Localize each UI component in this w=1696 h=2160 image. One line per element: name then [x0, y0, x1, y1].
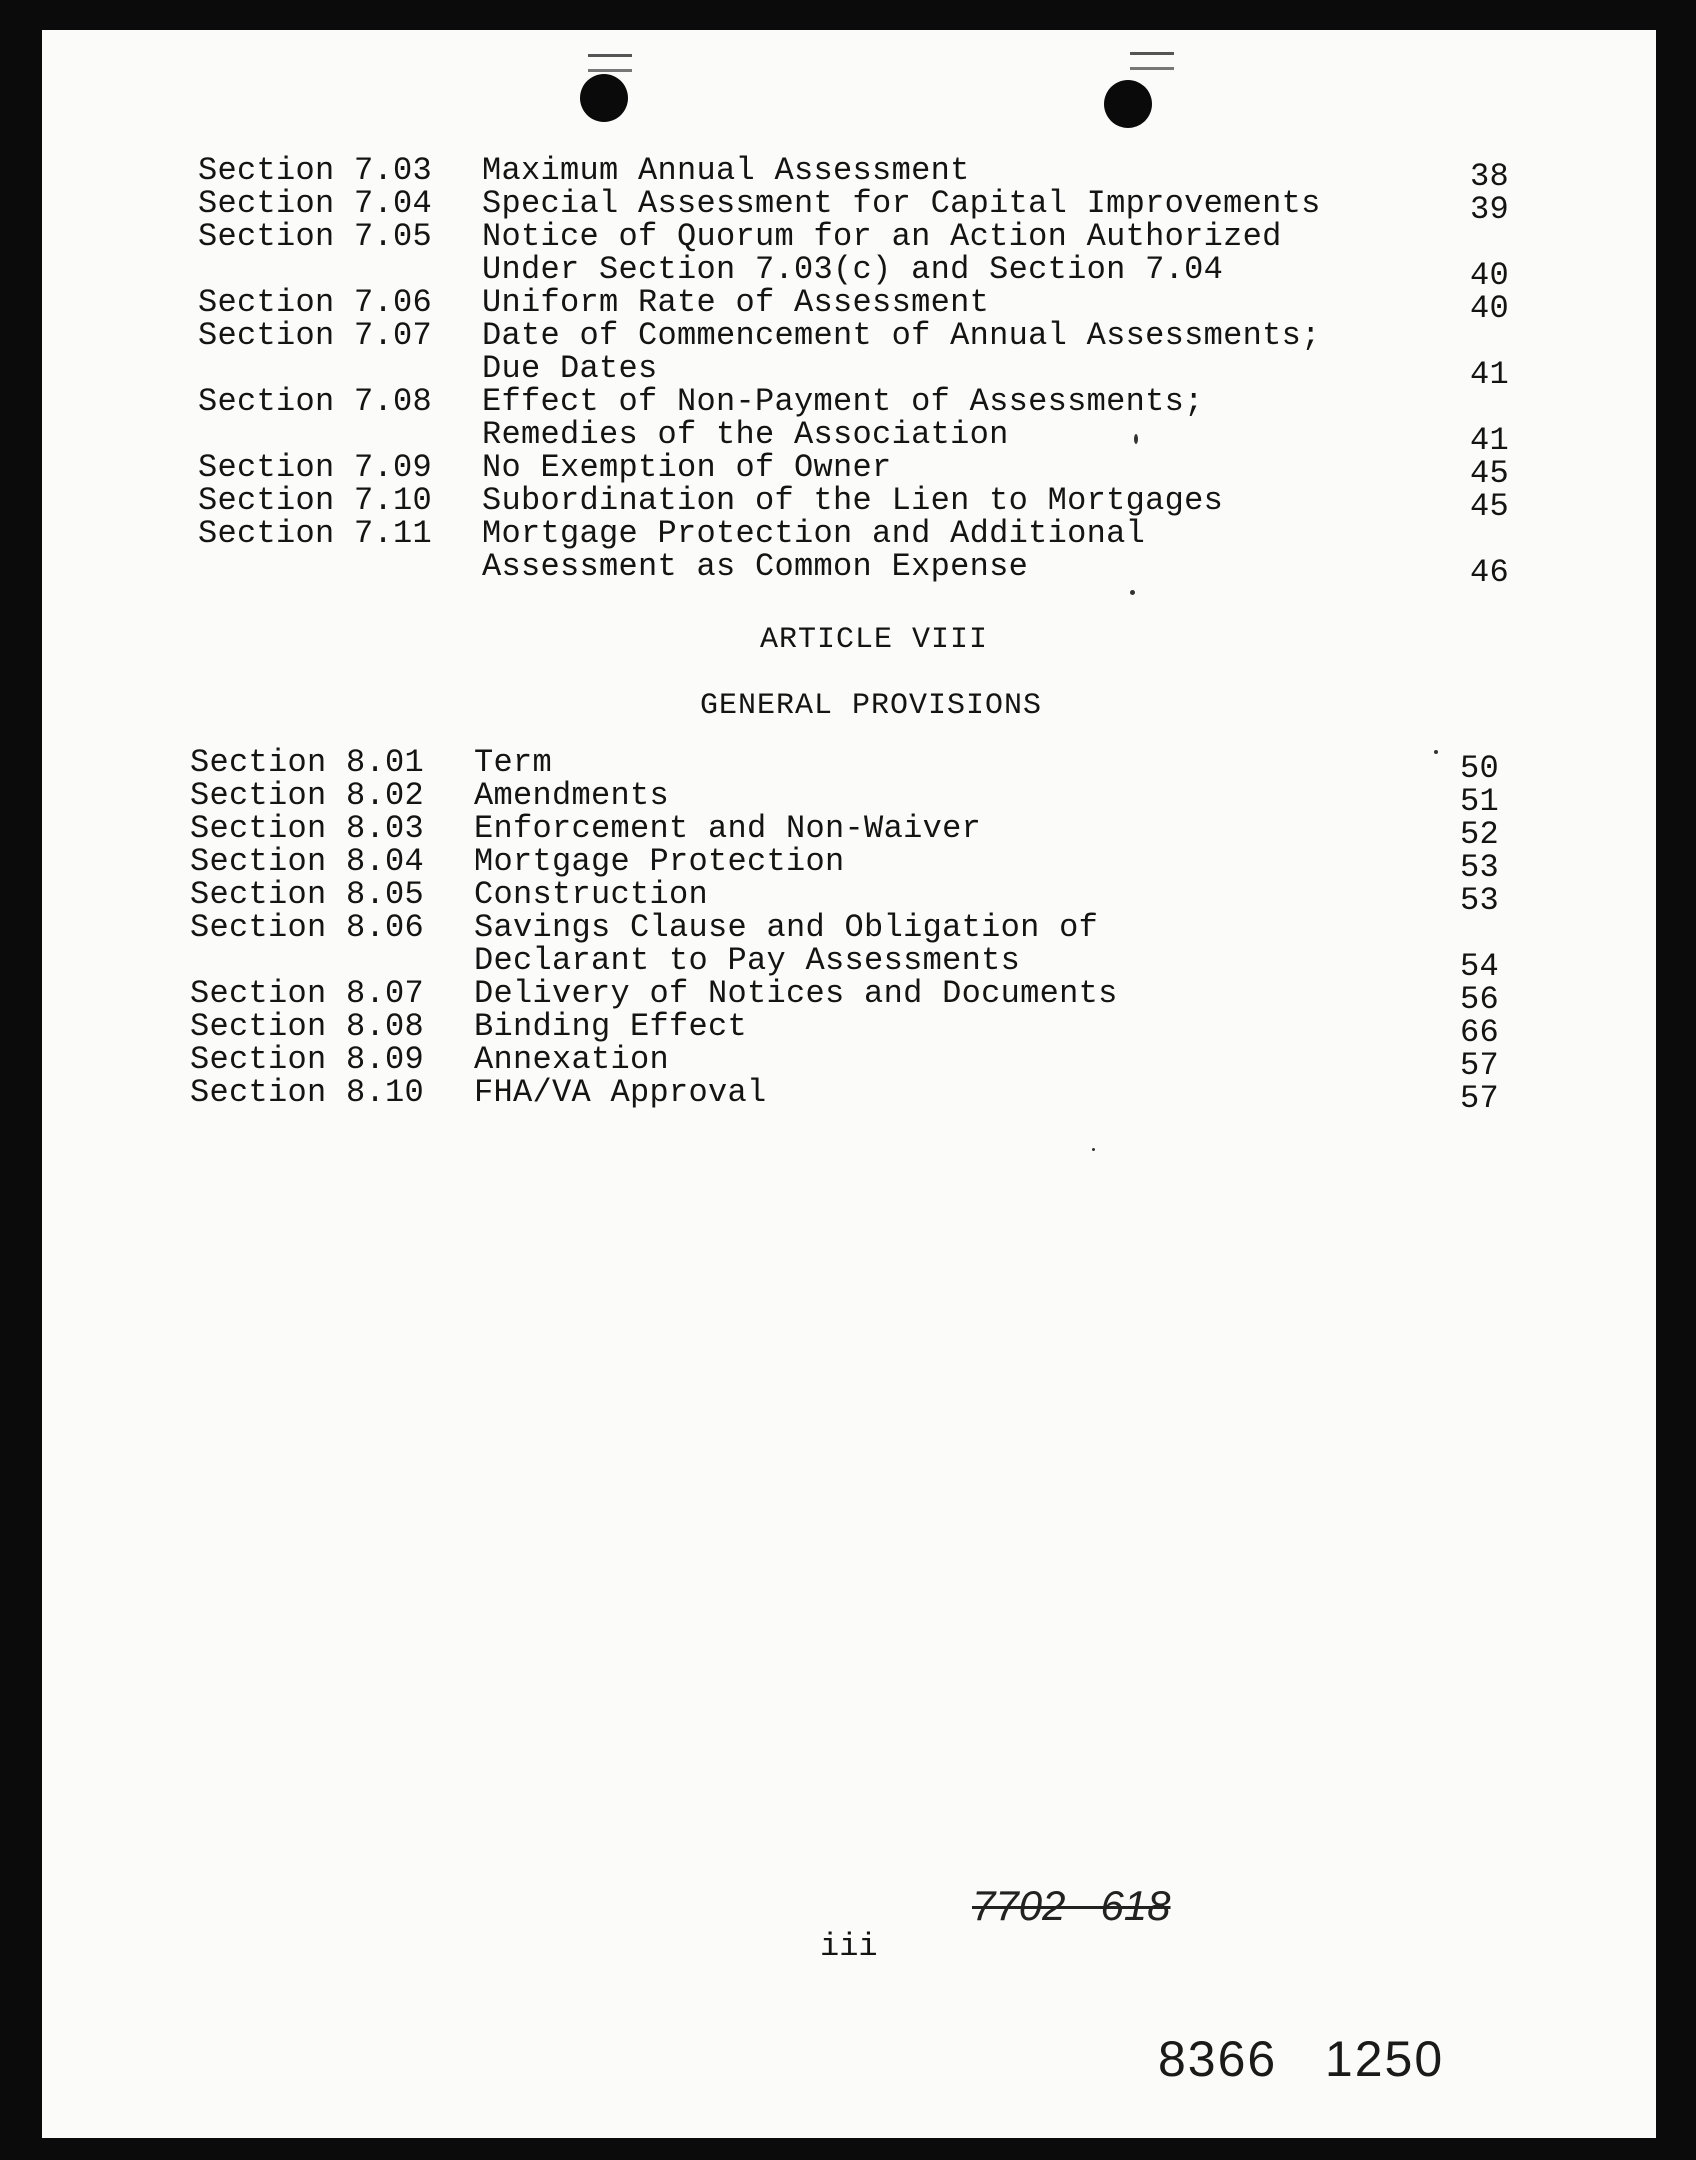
page-ref: 66 — [1460, 1014, 1500, 1051]
section-title: Mortgage Protection and Additional — [482, 515, 1146, 552]
section-title: Date of Commencement of Annual Assessments; — [482, 317, 1321, 354]
section-number: Section 8.07 — [190, 975, 425, 1012]
toc-entry — [42, 1008, 1602, 1051]
section-title: Special Assessment for Capital Improvements — [482, 185, 1321, 222]
toc-entry — [42, 843, 1602, 886]
section-title: Declarant to Pay Assessments — [474, 942, 1021, 979]
scan-speck — [1130, 590, 1135, 595]
toc-entry — [42, 284, 1602, 327]
document-page — [42, 30, 1656, 2138]
toc-entry — [42, 383, 1602, 459]
page-ref: 40 — [1470, 290, 1510, 327]
page-ref: 53 — [1460, 882, 1500, 919]
section-title: Effect of Non-Payment of Assessments; — [482, 383, 1204, 420]
section-title: Binding Effect — [474, 1008, 748, 1045]
page-ref: 45 — [1470, 455, 1510, 492]
section-number: Section 8.08 — [190, 1008, 425, 1045]
section-title: FHA/VA Approval — [474, 1074, 767, 1111]
section-number: Section 8.06 — [190, 909, 425, 946]
section-number: Section 7.09 — [198, 449, 433, 486]
toc-entry — [42, 152, 1602, 195]
page-ref: 46 — [1470, 554, 1510, 591]
section-title: Subordination of the Lien to Mortgages — [482, 482, 1224, 519]
document-stamp-number: 8366 1250 — [1158, 2031, 1445, 2087]
toc-entry — [42, 482, 1602, 525]
section-number: Section 8.09 — [190, 1041, 425, 1078]
toc-entry — [42, 876, 1602, 919]
page-ref: 54 — [1460, 948, 1500, 985]
article-subheading: GENERAL PROVISIONS — [700, 689, 1043, 723]
section-title: Delivery of Notices and Documents — [474, 975, 1118, 1012]
toc-entry — [42, 744, 1602, 787]
article-heading: ARTICLE VIII — [760, 623, 989, 657]
punch-mark-right — [1130, 52, 1174, 70]
page-ref: 57 — [1460, 1080, 1500, 1117]
toc-entry — [42, 909, 1602, 985]
section-title: Maximum Annual Assessment — [482, 152, 970, 189]
section-number: Section 8.03 — [190, 810, 425, 847]
section-number: Section 8.10 — [190, 1074, 425, 1111]
toc-entry — [42, 218, 1602, 294]
page-ref: 45 — [1470, 488, 1510, 525]
section-title: Construction — [474, 876, 709, 913]
section-number: Section 8.04 — [190, 843, 425, 880]
section-number: Section 7.07 — [198, 317, 433, 354]
section-title: Assessment as Common Expense — [482, 548, 1029, 585]
section-title: Annexation — [474, 1041, 670, 1078]
toc-entry — [42, 810, 1602, 853]
toc-entry — [42, 1074, 1602, 1117]
struck-through-number: 7702 618 — [972, 1882, 1171, 1929]
page-ref: 38 — [1470, 158, 1510, 195]
scan-speck — [1092, 1148, 1095, 1151]
section-number: Section 7.06 — [198, 284, 433, 321]
section-title: Under Section 7.03(c) and Section 7.04 — [482, 251, 1224, 288]
section-number: Section 7.08 — [198, 383, 433, 420]
section-title: No Exemption of Owner — [482, 449, 892, 486]
page-ref: 53 — [1460, 849, 1500, 886]
punch-hole-left — [580, 74, 628, 122]
section-number: Section 7.11 — [198, 515, 433, 552]
section-number: Section 7.10 — [198, 482, 433, 519]
page-ref: 57 — [1460, 1047, 1500, 1084]
page-ref: 40 — [1470, 257, 1510, 294]
punch-mark-left — [588, 54, 632, 72]
section-number: Section 8.01 — [190, 744, 425, 781]
page-ref: 41 — [1470, 356, 1510, 393]
page-ref: 39 — [1470, 191, 1510, 228]
page-number: iii — [820, 1928, 878, 1965]
section-number: Section 8.05 — [190, 876, 425, 913]
page-ref: 56 — [1460, 981, 1500, 1018]
section-number: Section 7.04 — [198, 185, 433, 222]
toc-entry — [42, 185, 1602, 228]
section-number: Section 7.03 — [198, 152, 433, 189]
toc-entry — [42, 317, 1602, 393]
section-title: Amendments — [474, 777, 670, 814]
section-title: Enforcement and Non-Waiver — [474, 810, 982, 847]
section-title: Term — [474, 744, 553, 781]
page-ref: 50 — [1460, 750, 1500, 787]
section-title: Notice of Quorum for an Action Authorized — [482, 218, 1282, 255]
page-ref: 41 — [1470, 422, 1510, 459]
toc-entry — [42, 1041, 1602, 1084]
section-number: Section 7.05 — [198, 218, 433, 255]
scan-speck — [1434, 750, 1438, 754]
scan-speck — [1134, 434, 1138, 444]
toc-entry — [42, 515, 1602, 591]
punch-hole-right — [1104, 80, 1152, 128]
section-title: Mortgage Protection — [474, 843, 845, 880]
toc-entry — [42, 449, 1602, 492]
toc-entry — [42, 777, 1602, 820]
section-title: Remedies of the Association — [482, 416, 1009, 453]
page-ref: 51 — [1460, 783, 1500, 820]
section-title: Uniform Rate of Assessment — [482, 284, 990, 321]
toc-entry — [42, 975, 1602, 1018]
section-title: Savings Clause and Obligation of — [474, 909, 1099, 946]
section-number: Section 8.02 — [190, 777, 425, 814]
page-ref: 52 — [1460, 816, 1500, 853]
section-title: Due Dates — [482, 350, 658, 387]
